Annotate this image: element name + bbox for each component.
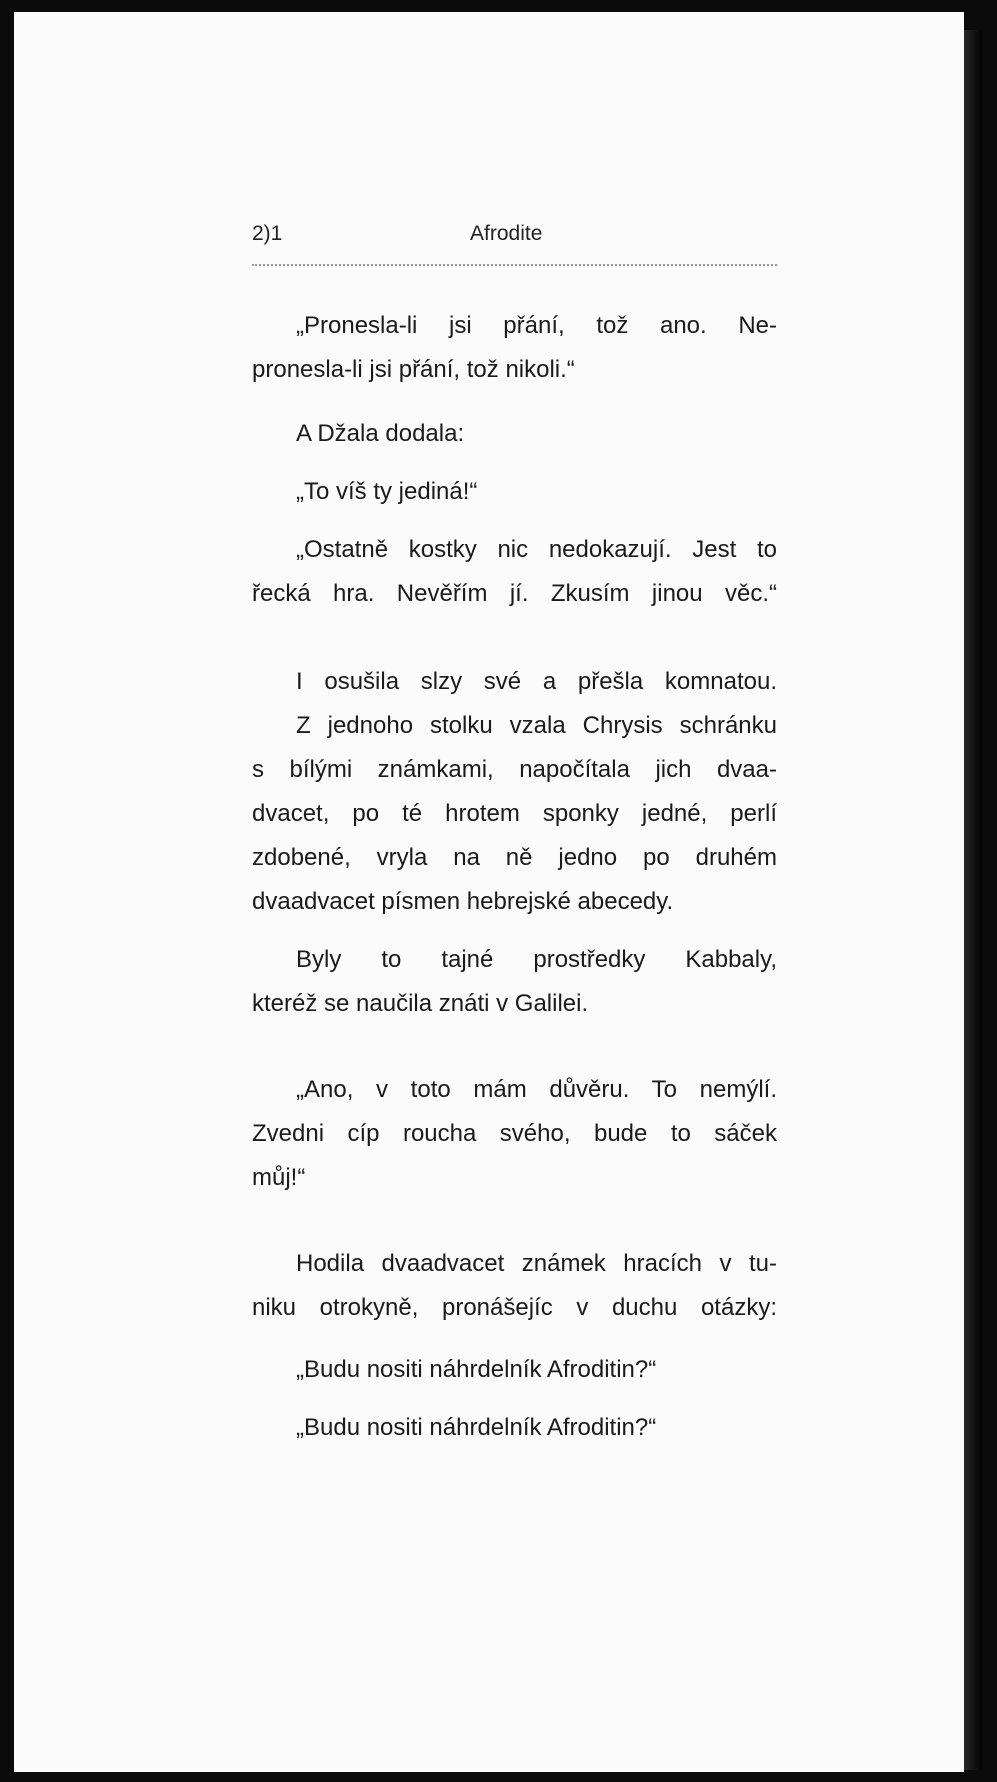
text-line: „To víš ty jediná!“ [296,478,478,505]
text-line: Z jednoho stolku vzala Chrysis schránku [296,712,777,739]
paragraph-7 [252,1068,777,1200]
paragraph-9 [252,1348,777,1392]
text-line: „Ostatně kostky nic nedokazují. Jest to [296,536,777,563]
text-line: s bílými známkami, napočítala jich dvaa- [252,756,777,783]
text-line: Hodila dvaadvacet známek hracích v tu- [296,1250,777,1277]
paragraph-6 [252,938,777,1026]
text-line: zdobené, vryla na ně jedno po druhém [252,844,777,871]
text-line: A Džala dodala: [296,420,465,447]
text-line: řecká hra. Nevěřím jí. Zkusím jinou věc.“ [252,580,777,607]
text-line: Zvedni cíp roucha svého, bude to sáček [252,1120,777,1147]
running-head [252,222,777,252]
paragraph-5 [252,660,777,924]
paragraph-1 [252,304,777,392]
text-line: I osušila slzy své a přešla komnatou. [296,668,777,695]
paragraph-4 [252,528,777,616]
paragraph-10 [252,1406,777,1450]
text-line: Byly to tajné prostředky Kabbaly, [296,946,777,973]
page-number: 2)1 [252,222,283,245]
header-rule [252,264,777,266]
text-line: dvaadvacet písmen hebrejské abecedy. [252,888,674,915]
text-line: „Ano, v toto mám důvěru. To nemýlí. [296,1076,777,1103]
running-title: Afrodite [470,222,543,245]
page-edge-shadow [964,30,982,1770]
text-line: pronesla-li jsi přání, tož nikoli.“ [252,356,575,383]
paragraph-3 [252,470,777,514]
paragraph-8 [252,1242,777,1330]
text-line: „Budu nositi náhrdelník Afroditin?“ [296,1356,657,1383]
text-line: kteréž se naučila znáti v Galilei. [252,990,589,1017]
text-line: niku otrokyně, pronášejíc v duchu otázky: [252,1294,777,1321]
text-line: dvacet, po té hrotem sponky jedné, perlí [252,800,777,827]
paragraph-2 [252,412,777,456]
text-line: „Budu nositi náhrdelník Afroditin?“ [296,1414,657,1441]
text-line: můj!“ [252,1164,306,1191]
text-line: „Pronesla-li jsi přání, tož ano. Ne- [296,312,777,339]
